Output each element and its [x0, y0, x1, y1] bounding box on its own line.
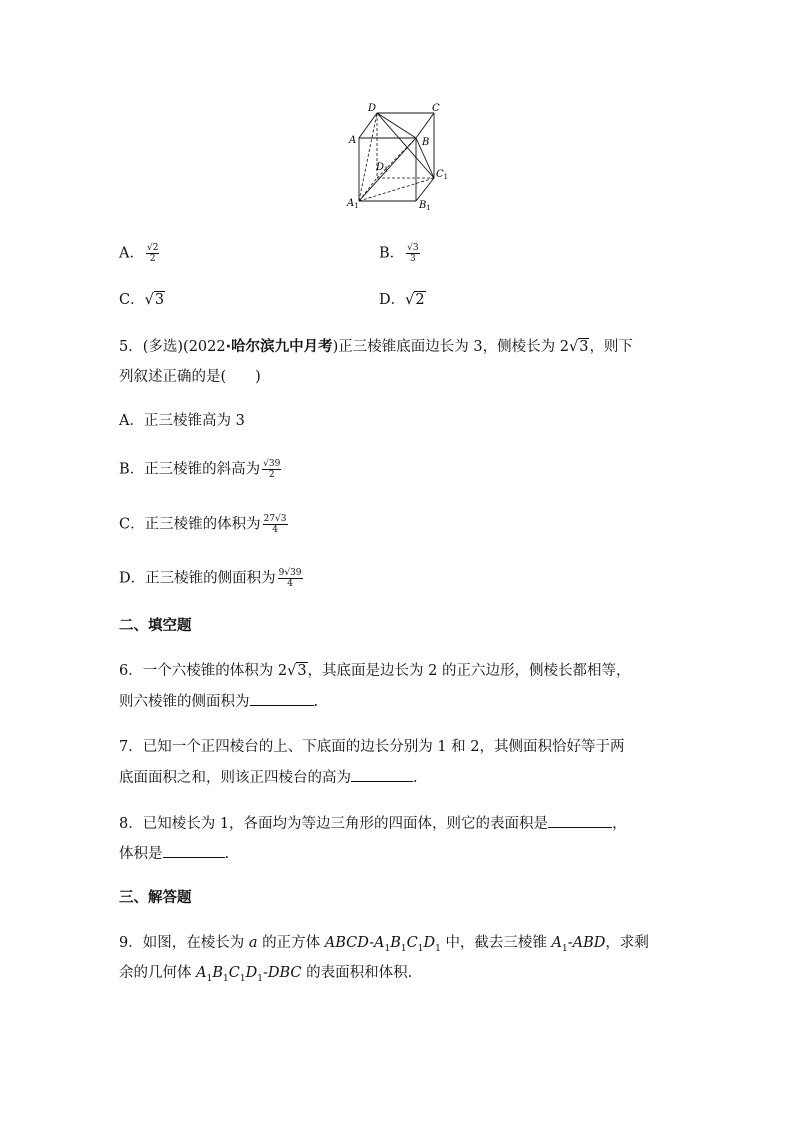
fraction: $\frac{9√39}{4}$	[278, 568, 302, 589]
label-a1: $A_1$	[347, 198, 359, 210]
q5-option-d: D．正三棱锥的侧面积为 $\frac{9√39}{4}$	[119, 568, 302, 589]
q8-line-2: 体积是 .	[119, 843, 229, 864]
answer-blank[interactable]	[548, 813, 612, 828]
q4-option-a: A． $\frac{√2}{2}$	[119, 243, 159, 264]
section-heading-solve: 三、解答题	[119, 890, 192, 906]
section-heading-fill-in: 二、填空题	[119, 618, 192, 634]
q5-stem-line-1: 5．(多选)(2022·哈尔滨九中月考)正三棱锥底面边长为 3，侧棱长为 2√3，则下	[119, 339, 633, 355]
q7-line-1: 7．已知一个正四棱台的上、下底面的边长分别为 1 和 2，其侧面积恰好等于两	[119, 739, 625, 755]
answer-blank[interactable]	[250, 691, 314, 706]
q6-line-2: 则六棱锥的侧面积为 .	[119, 691, 318, 712]
cube-figure	[340, 98, 460, 214]
label-d: D	[368, 103, 377, 114]
fraction: $\frac{√39}{2}$	[263, 459, 281, 480]
label-b: B	[422, 137, 430, 148]
label-a: A	[349, 135, 357, 146]
q8-line-1: 8．已知棱长为 1，各面均为等边三角形的四面体，则它的表面积是 ，	[119, 813, 627, 834]
answer-blank[interactable]	[163, 843, 225, 858]
q9-line-2: 余的几何体 $A_1B_1C_1D_1$-DBC 的表面积和体积.	[119, 965, 413, 984]
q5-option-a: A．正三棱锥高为 3	[119, 413, 245, 429]
fraction: $\frac{27√3}{4}$	[263, 514, 287, 535]
q4-option-b: B． $\frac{√3}{3}$	[379, 243, 419, 264]
label-b1: $B_1$	[419, 200, 431, 212]
q4-option-d: D．√2	[379, 292, 425, 308]
label-c1: $C_1$	[436, 169, 449, 181]
q7-line-2: 底面面积之和，则该正四棱台的高为 .	[119, 767, 418, 788]
fraction: $\frac{√3}{3}$	[407, 243, 419, 264]
q5-option-b: B．正三棱锥的斜高为 $\frac{√39}{2}$	[119, 459, 281, 480]
q4-option-c: C．√3	[119, 292, 165, 308]
label-d1: $D_1$	[376, 162, 389, 174]
q5-stem-line-2: 列叙述正确的是( )	[119, 369, 261, 385]
fraction: $\frac{√2}{2}$	[146, 243, 159, 264]
q6-line-1: 6．一个六棱锥的体积为 2√3，其底面是边长为 2 的正六边形，侧棱长都相等，	[119, 663, 631, 679]
q5-option-c: C．正三棱锥的体积为 $\frac{27√3}{4}$	[119, 514, 287, 535]
q9-line-1: 9．如图，在棱长为 a 的正方体 ABCD-$A_1B_1C_1D_1$ 中，截去三棱锥 $A_1$-ABD，求剩	[119, 935, 649, 954]
label-c: C	[432, 103, 440, 114]
answer-blank[interactable]	[351, 767, 413, 782]
